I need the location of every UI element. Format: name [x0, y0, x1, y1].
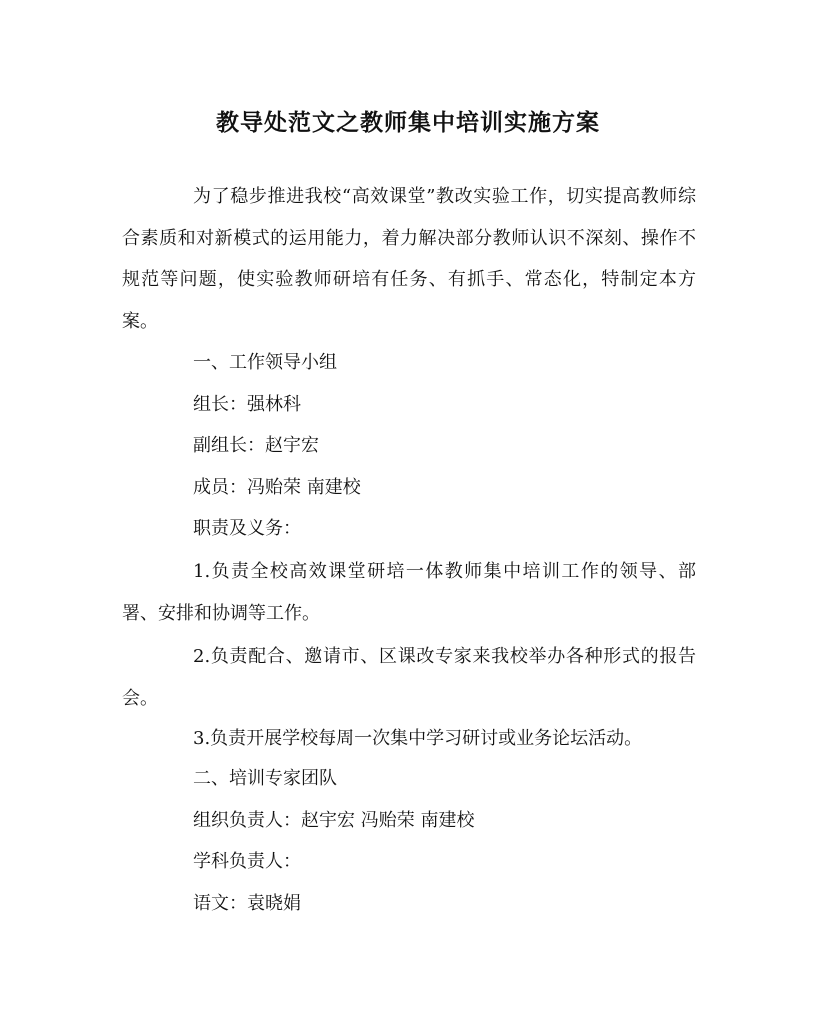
document-title: 教导处范文之教师集中培训实施方案: [216, 109, 600, 136]
leader-line: 组长：强林科: [193, 394, 301, 415]
section-1-heading: 一、工作领导小组: [193, 352, 337, 373]
duty-3-line: 3.负责开展学校每周一次集中学习研讨或业务论坛活动。: [193, 728, 643, 749]
deputy-leader-line: 副组长：赵宇宏: [193, 435, 319, 456]
duties-heading: 职责及义务：: [193, 518, 301, 539]
members-line: 成员：冯贻荣 南建校: [193, 477, 361, 498]
chinese-subject-line: 语文：袁晓娟: [193, 893, 301, 914]
intro-paragraph: 为了稳步推进我校“高效课堂”教改实验工作，切实提高教师综合素质和对新模式的运用能力，着力解决部分教师认识不深刻、操作不规范等问题，使实验教师研培有任务、有抓手、常态化，特制定本方案。: [122, 186, 696, 332]
section-2-heading: 二、培训专家团队: [193, 768, 337, 789]
subject-heads-label: 学科负责人：: [193, 851, 301, 872]
duty-1-paragraph: 1.负责全校高效课堂研培一体教师集中培训工作的领导、部署、安排和协调等工作。: [122, 561, 696, 624]
organizers-line: 组织负责人：赵宇宏 冯贻荣 南建校: [193, 810, 475, 831]
duty-2-paragraph: 2.负责配合、邀请市、区课改专家来我校举办各种形式的报告会。: [122, 646, 696, 709]
